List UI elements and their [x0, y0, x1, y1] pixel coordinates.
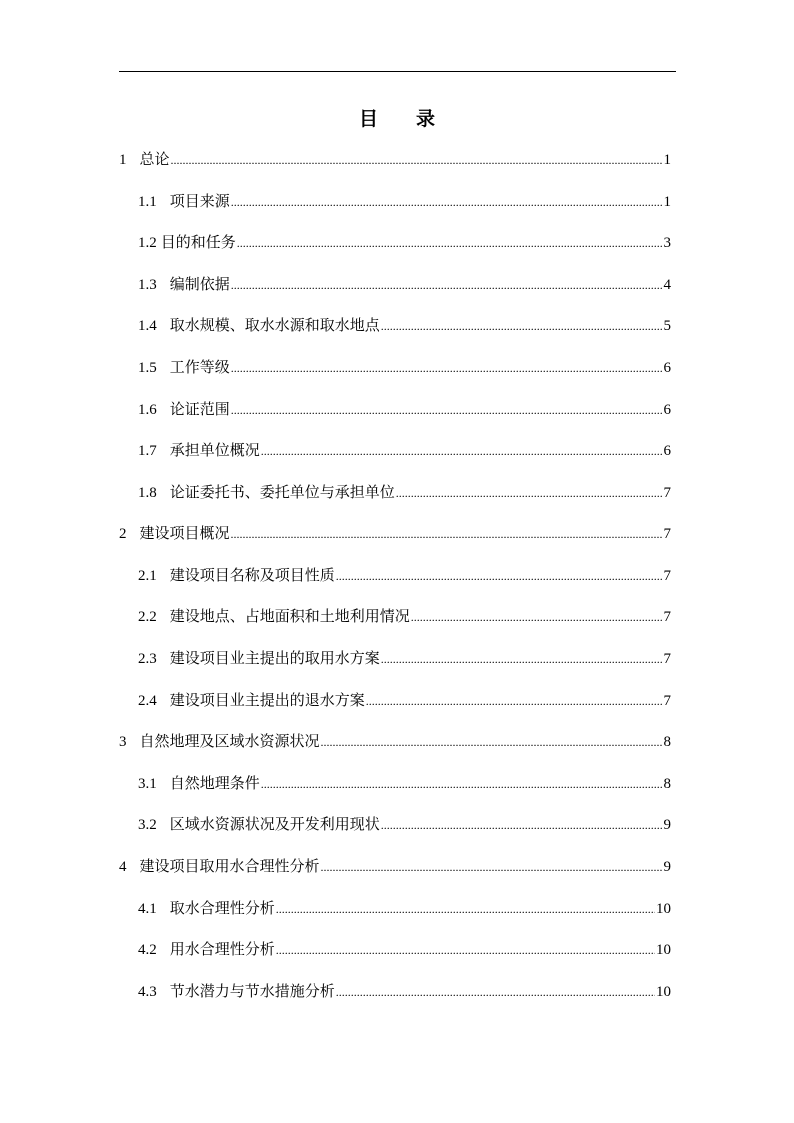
toc-entry-1-4[interactable] [138, 314, 671, 336]
toc-leader-dots [237, 232, 663, 254]
toc-entry-1-5[interactable] [138, 356, 671, 378]
toc-entry-number: 4 [119, 859, 127, 875]
toc-entry-number: 3 [119, 734, 127, 750]
toc-entry-number: 2.2 [138, 609, 157, 625]
toc-entry-number: 2.1 [138, 568, 157, 584]
toc-leader-dots [336, 565, 663, 587]
toc-entry-title: 目的和任务 [160, 233, 236, 251]
toc-entry-1-1[interactable] [138, 190, 671, 212]
toc-entry-page: 10 [656, 901, 671, 917]
toc-entry-3[interactable] [119, 730, 671, 752]
toc-leader-dots [381, 814, 663, 836]
toc-entry-2-2[interactable] [138, 605, 671, 627]
toc-leader-dots [321, 731, 663, 753]
toc-entry-1[interactable] [119, 148, 671, 170]
toc-entry-number: 1.6 [138, 402, 157, 418]
toc-entry-number: 1.4 [138, 318, 157, 334]
toc-entry-page: 3 [663, 235, 671, 251]
toc-entry-page: 1 [663, 194, 671, 210]
toc-leader-dots [231, 191, 663, 213]
toc-entry-1-6[interactable] [138, 398, 671, 420]
toc-entry-page: 10 [656, 942, 671, 958]
toc-leader-dots [231, 523, 663, 545]
toc-entry-1-2[interactable] [138, 231, 671, 253]
toc-entry-title: 建设项目取用水合理性分析 [139, 857, 320, 875]
toc-entry-page: 8 [663, 776, 671, 792]
toc-entry-page: 7 [663, 693, 671, 709]
toc-leader-dots [276, 939, 655, 961]
toc-leader-dots [321, 856, 663, 878]
toc-entry-number: 1 [119, 152, 127, 168]
toc-entry-title: 自然地理条件 [169, 774, 260, 792]
toc-entry-number: 1.3 [138, 277, 157, 293]
toc-entry-title: 区域水资源状况及开发利用现状 [169, 815, 380, 833]
toc-entry-title: 建设项目名称及项目性质 [169, 566, 335, 584]
toc-leader-dots [261, 773, 663, 795]
toc-leader-dots [366, 690, 663, 712]
toc-entry-4[interactable] [119, 855, 671, 877]
toc-entry-4-3[interactable] [138, 980, 671, 1002]
toc-entry-number: 4.1 [138, 901, 157, 917]
toc-entry-title: 论证委托书、委托单位与承担单位 [169, 483, 395, 501]
toc-leader-dots [276, 898, 655, 920]
toc-entry-page: 10 [656, 984, 671, 1000]
toc-entry-number: 1.8 [138, 485, 157, 501]
toc-leader-dots [411, 606, 663, 628]
toc-entry-number: 4.3 [138, 984, 157, 1000]
toc-entry-page: 7 [663, 485, 671, 501]
toc-entry-title: 建设地点、占地面积和土地利用情况 [169, 607, 410, 625]
toc-entry-title: 总论 [139, 150, 170, 168]
toc-entry-3-2[interactable] [138, 813, 671, 835]
toc-leader-dots [171, 149, 663, 171]
toc-entry-page: 7 [663, 609, 671, 625]
toc-entry-title: 取水规模、取水水源和取水地点 [169, 316, 380, 334]
toc-leader-dots [231, 274, 663, 296]
toc-entry-page: 6 [663, 443, 671, 459]
toc-entry-number: 1.1 [138, 194, 157, 210]
toc-leader-dots [231, 357, 663, 379]
toc-entry-title: 编制依据 [169, 275, 230, 293]
toc-leader-dots [381, 315, 663, 337]
toc-entry-title: 节水潜力与节水措施分析 [169, 982, 335, 1000]
toc-entry-title: 取水合理性分析 [169, 899, 275, 917]
toc-leader-dots [381, 648, 663, 670]
toc-entry-number: 1.7 [138, 443, 157, 459]
toc-entry-number: 1.2 [138, 235, 157, 251]
toc-entry-number: 2.4 [138, 693, 157, 709]
toc-entry-3-1[interactable] [138, 772, 671, 794]
toc-entry-page: 8 [663, 734, 671, 750]
toc-title-right: 录 [416, 108, 436, 130]
toc-title-left: 目 [358, 108, 378, 130]
toc-entry-page: 6 [663, 360, 671, 376]
toc-entry-page: 5 [663, 318, 671, 334]
toc-entry-2-3[interactable] [138, 647, 671, 669]
toc-entry-title: 用水合理性分析 [169, 940, 275, 958]
toc-entry-page: 7 [663, 651, 671, 667]
toc-entry-2-1[interactable] [138, 564, 671, 586]
toc-entry-title: 工作等级 [169, 358, 230, 376]
toc-entry-number: 2.3 [138, 651, 157, 667]
toc-entry-1-7[interactable] [138, 439, 671, 461]
toc-entry-4-2[interactable] [138, 938, 671, 960]
toc-entry-title: 建设项目概况 [139, 524, 230, 542]
toc-entry-page: 1 [663, 152, 671, 168]
toc-entry-2[interactable] [119, 522, 671, 544]
toc-entry-title: 承担单位概况 [169, 441, 260, 459]
toc-entry-number: 3.2 [138, 817, 157, 833]
toc-entry-4-1[interactable] [138, 897, 671, 919]
toc-entry-title: 论证范围 [169, 400, 230, 418]
toc-entry-number: 3.1 [138, 776, 157, 792]
toc-entry-page: 4 [663, 277, 671, 293]
toc-entry-2-4[interactable] [138, 689, 671, 711]
toc-leader-dots [231, 399, 663, 421]
toc-entry-number: 1.5 [138, 360, 157, 376]
toc-leader-dots [261, 440, 663, 462]
toc-entry-title: 自然地理及区域水资源状况 [139, 732, 320, 750]
toc-entry-1-8[interactable] [138, 481, 671, 503]
toc-leader-dots [396, 482, 663, 504]
toc-entry-number: 4.2 [138, 942, 157, 958]
toc-entry-title: 建设项目业主提出的退水方案 [169, 691, 365, 709]
toc-leader-dots [336, 981, 655, 1003]
toc-entry-page: 6 [663, 402, 671, 418]
toc-entry-page: 9 [663, 859, 671, 875]
toc-entry-page: 7 [663, 568, 671, 584]
toc-entry-title: 建设项目业主提出的取用水方案 [169, 649, 380, 667]
toc-entry-title: 项目来源 [169, 192, 230, 210]
toc-entry-page: 9 [663, 817, 671, 833]
toc-entry-number: 2 [119, 526, 127, 542]
toc-entry-page: 7 [663, 526, 671, 542]
toc-entry-1-3[interactable] [138, 273, 671, 295]
